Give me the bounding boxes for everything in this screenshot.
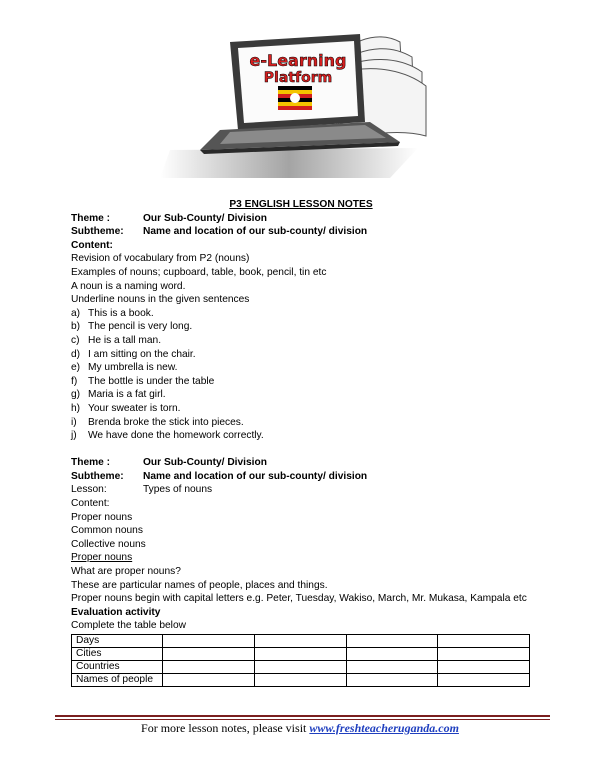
noun-type: Common nouns	[71, 525, 143, 537]
list-item	[71, 334, 531, 348]
table-cell[interactable]	[346, 661, 438, 674]
list-marker: i)	[71, 416, 77, 428]
subtheme-label: Subtheme:	[71, 470, 124, 482]
table-cell[interactable]	[438, 648, 530, 661]
table-cell[interactable]	[163, 648, 255, 661]
list-marker: d)	[71, 348, 81, 360]
noun-type: Proper nouns	[71, 511, 133, 523]
instruction-line: Complete the table below	[71, 620, 186, 632]
list-marker: j)	[71, 430, 77, 442]
list-text: We have done the homework correctly.	[88, 430, 264, 442]
list-item	[71, 361, 531, 375]
table-cell[interactable]	[163, 674, 255, 687]
table-cell[interactable]	[346, 674, 438, 687]
subtheme-label: Subtheme:	[71, 226, 124, 238]
theme-value: Our Sub-County/ Division	[143, 212, 267, 224]
text-line: Underline nouns in the given sentences	[71, 294, 250, 306]
lesson-notes	[71, 198, 531, 687]
table-cell[interactable]	[163, 661, 255, 674]
list-marker: e)	[71, 362, 81, 374]
proper-nouns-heading: Proper nouns	[71, 552, 133, 564]
table-row-label: Countries	[72, 661, 163, 674]
subtheme-value: Name and location of our sub-county/ division	[143, 470, 368, 482]
list-item	[71, 320, 531, 334]
list-marker: b)	[71, 321, 81, 333]
list-item	[71, 416, 531, 430]
list-text: My umbrella is new.	[88, 362, 178, 374]
table-row	[72, 648, 530, 661]
list-marker: c)	[71, 334, 80, 346]
text-line: Examples of nouns; cupboard, table, book, pencil, tin etc	[71, 266, 327, 278]
table-cell[interactable]	[438, 661, 530, 674]
table-cell[interactable]	[254, 635, 346, 648]
list-text: I am sitting on the chair.	[88, 348, 196, 360]
table-cell[interactable]	[438, 674, 530, 687]
table-row	[72, 635, 530, 648]
list-marker: h)	[71, 402, 81, 414]
noun-type: Collective nouns	[71, 538, 146, 550]
theme-value: Our Sub-County/ Division	[143, 457, 267, 469]
table-cell[interactable]	[254, 674, 346, 687]
evaluation-heading: Evaluation activity	[71, 606, 161, 618]
list-text: The pencil is very long.	[88, 321, 193, 333]
subtheme-row	[71, 470, 531, 484]
list-text: The bottle is under the table	[88, 375, 215, 387]
answer-line: These are particular names of people, places and things.	[71, 579, 328, 591]
list-item	[71, 348, 531, 362]
table-cell[interactable]	[346, 648, 438, 661]
list-text: Brenda broke the stick into pieces.	[88, 416, 244, 428]
subtheme-value: Name and location of our sub-county/ division	[143, 226, 368, 238]
question-line: What are proper nouns?	[71, 566, 181, 578]
logo-line1: e-Learning	[249, 51, 347, 70]
table-row-label: Names of people	[72, 674, 163, 687]
lesson-value: Types of nouns	[143, 484, 213, 496]
list-item	[71, 375, 531, 389]
theme-row	[71, 456, 531, 470]
page-title: P3 ENGLISH LESSON NOTES	[229, 199, 373, 210]
list-marker: g)	[71, 389, 81, 401]
table-row-label: Days	[72, 635, 163, 648]
table-row	[72, 661, 530, 674]
list-text: Your sweater is torn.	[88, 402, 181, 414]
lesson-label: Lesson:	[71, 484, 107, 496]
list-text: This is a book.	[88, 307, 154, 319]
list-text: He is a tall man.	[88, 334, 162, 346]
footer	[0, 721, 600, 736]
footer-link[interactable]: www.freshteacheruganda.com	[309, 721, 459, 735]
logo-line2: Platform	[263, 70, 333, 86]
text-line: A noun is a naming word.	[71, 280, 186, 292]
list-text: Maria is a fat girl.	[88, 389, 166, 401]
evaluation-table	[71, 634, 530, 687]
subtheme-row	[71, 225, 531, 239]
table-row	[72, 674, 530, 687]
e-learning-platform-logo	[160, 22, 430, 180]
table-cell[interactable]	[254, 661, 346, 674]
table-cell[interactable]	[438, 635, 530, 648]
list-item	[71, 429, 531, 443]
list-marker: f)	[71, 375, 78, 387]
table-cell[interactable]	[163, 635, 255, 648]
text-line: Revision of vocabulary from P2 (nouns)	[71, 253, 250, 265]
list-item	[71, 402, 531, 416]
footer-divider-thin	[55, 719, 550, 720]
list-marker: a)	[71, 307, 81, 319]
capital-letters-line: Proper nouns begin with capital letters e.g. Peter, Tuesday, Wakiso, March, Mr. Mukasa, Kampala etc	[71, 593, 527, 605]
theme-label: Theme :	[71, 457, 111, 469]
content-label: Content:	[71, 498, 110, 510]
theme-row	[71, 212, 531, 226]
theme-label: Theme :	[71, 212, 111, 224]
list-item	[71, 388, 531, 402]
list-item	[71, 307, 531, 321]
footer-text: For more lesson notes, please visit	[141, 721, 310, 735]
table-cell[interactable]	[346, 635, 438, 648]
content-label: Content:	[71, 239, 113, 251]
table-row-label: Cities	[72, 648, 163, 661]
lesson-row	[71, 483, 531, 497]
table-cell[interactable]	[254, 648, 346, 661]
footer-divider	[55, 715, 550, 717]
